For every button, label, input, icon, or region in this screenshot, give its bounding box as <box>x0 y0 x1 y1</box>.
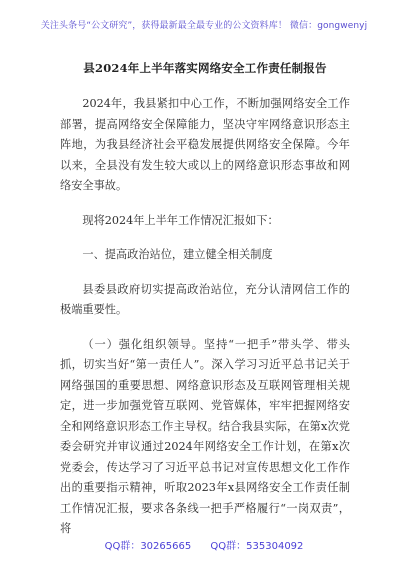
paragraph-subsection-1: （一）强化组织领导。坚持“一把手”带头学、带头抓，切实当好“第一责任人”。深入学习习近平总书记关于网络强国的重要思想、网络意识形态及互联网管理相关规定，进一步加强党管互联网、党管媒体，牢牢把握网络安全和网络意识形态工作主导权。结合我县实际，在第x次党委会研究并审议通过2024年网络安全工作计划，在第x次党委会，传达学习了习近平总书记对宣传思想文化工作作出的重要指示精神，听取2023年x县网络安全工作责任制工作情况汇报，要求各条线一把手严格履行“一岗双责”，将 <box>60 337 350 535</box>
footer-qq-group-2: QQ群：535304092 <box>210 541 304 552</box>
paragraph-intro: 2024年，我县紧扣中心工作，不断加强网络安全工作部署，提高网络安全保障能力，坚决守牢网络意识形态主阵地，为我县经济社会平稳发展提供网络安全保障。今年以来，全县没有发生较大或以上的网络意识形态事故和网络安全事故。 <box>60 97 350 192</box>
footer-qq-group-1: QQ群：30265665 <box>104 541 192 552</box>
paragraph-lead: 现将2024年上半年工作情况汇报如下： <box>82 213 279 227</box>
paragraph-section-1: 县委县政府切实提高政治站位，充分认清网信工作的极端重要性。 <box>60 282 350 316</box>
section-heading-1: 一、提高政治站位，建立健全相关制度 <box>82 248 273 261</box>
document-title: 县2024年上半年落实网络安全工作责任制报告 <box>83 61 327 75</box>
footer-qq-groups <box>0 537 408 552</box>
document-body <box>60 60 350 554</box>
header-banner: 关注头条号“公文研究”，获得最新最全最专业的公文资料库！ 微信：gongwenyj <box>40 21 368 31</box>
